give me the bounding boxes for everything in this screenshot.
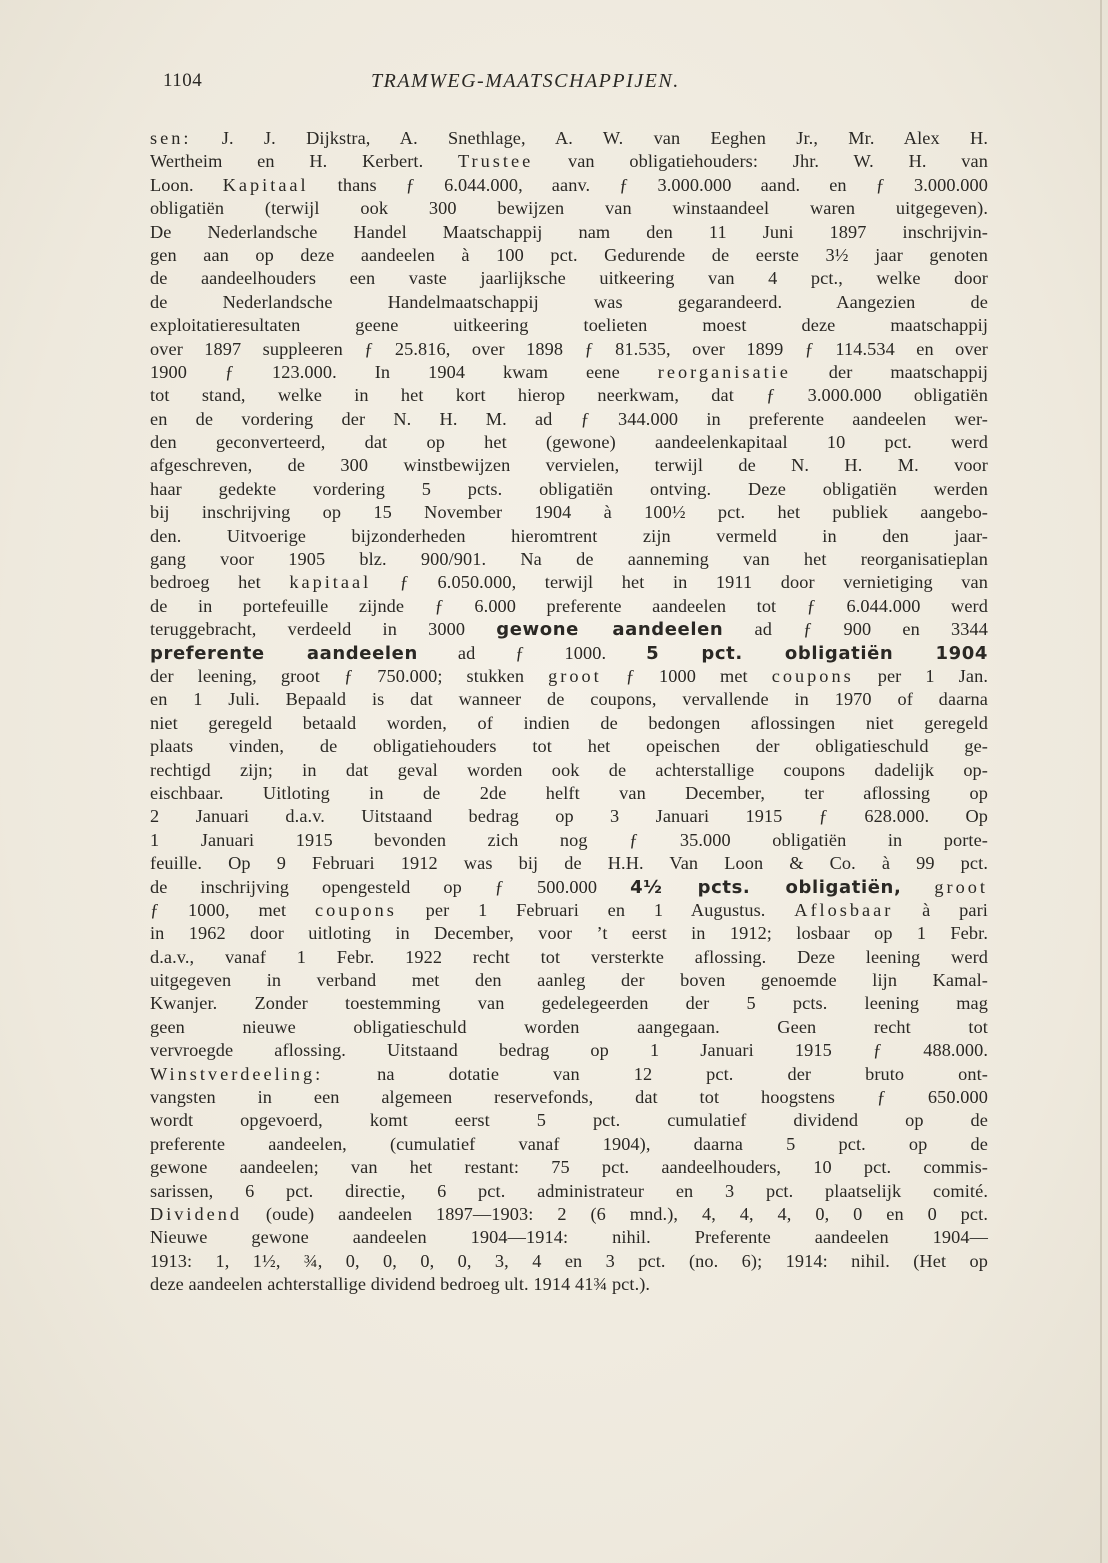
text-run: d.a.v., vanaf 1 Febr. 1922 recht tot versterkte aflossing. Deze leening werd [150, 946, 988, 967]
text-run: bij inschrijving op 15 November 1904 à 100½ pct. het publiek aangebo- [150, 502, 988, 523]
text-run: gang voor 1905 blz. 900/901. Na de aanneming van het reorganisatieplan [150, 549, 988, 570]
text-run: de in portefeuille zijnde ƒ 6.000 preferente aandeelen tot ƒ 6.044.000 werd [150, 595, 988, 616]
spaced-term: Winstverdeeling: [150, 1063, 324, 1084]
bold-heading: 4½ pcts. obligatiën, [630, 876, 902, 898]
text-line [150, 665, 988, 688]
text-run: der leening, groot ƒ 750.000; stukken [150, 665, 549, 686]
text-line [150, 454, 988, 477]
text-line [150, 221, 988, 244]
text-run: uitgegeven in verband met den aanleg der boven genoemde lijn Kamal- [150, 970, 988, 991]
text-run: 1 Januari 1915 bevonden zich nog ƒ 35.000 obligatiën in porte- [150, 829, 988, 850]
text-line [150, 829, 988, 852]
text-line [150, 525, 988, 548]
text-line [150, 1226, 988, 1249]
text-run: tot stand, welke in het kort hierop neerkwam, dat ƒ 3.000.000 obligatiën [150, 385, 988, 406]
spaced-term: Kapitaal [222, 174, 309, 195]
text-run: afgeschreven, de 300 winstbewijzen vervielen, terwijl de N. H. M. voor [150, 455, 988, 476]
text-line [150, 1273, 988, 1296]
running-head: TRAMWEG-MAATSCHAPPIJEN. [371, 70, 680, 92]
text-run: ƒ 6.050.000, terwijl het in 1911 door vernietiging van [371, 572, 988, 593]
text-line [150, 618, 988, 641]
text-run: rechtigd zijn; in dat geval worden ook de achterstallige coupons dadelijk op- [150, 759, 988, 780]
spaced-term: Aflosbaar [794, 899, 894, 920]
text-line [150, 314, 988, 337]
text-line [150, 127, 988, 150]
spaced-term: kapitaal [289, 572, 372, 593]
text-line [150, 922, 988, 945]
spaced-term: sen: [150, 128, 192, 148]
text-run: Wertheim en H. Kerbert. [150, 151, 459, 172]
text-run: ƒ 1000, met [150, 899, 315, 920]
text-run: en de vordering der N. H. M. ad ƒ 344.000 in preferente aandeelen wer- [150, 408, 988, 429]
bold-heading: 5 pct. obligatiën 1904 [646, 642, 988, 664]
text-run: exploitatieresultaten geene uitkeering toelieten moest deze maatschappij [150, 315, 988, 336]
bold-heading: gewone aandeelen [496, 619, 724, 641]
text-line [150, 244, 988, 267]
text-line [150, 197, 988, 220]
text-line [150, 384, 988, 407]
text-line [150, 291, 988, 314]
text-run: plaats vinden, de obligatiehouders tot het opeischen der obligatieschuld ge- [150, 736, 988, 757]
text-line [150, 1180, 988, 1203]
text-run: Nieuwe gewone aandeelen 1904—1914: nihil. Preferente aandeelen 1904— [150, 1227, 988, 1248]
text-line [150, 1086, 988, 1109]
text-run: per 1 Jan. [853, 665, 988, 686]
text-line [150, 267, 988, 290]
text-run: de aandeelhouders een vaste jaarlijksche uitkeering van 4 pct., welke door [150, 268, 988, 289]
text-line [150, 735, 988, 758]
bold-heading: preferente aandeelen [150, 642, 418, 664]
text-run: ƒ 1000 met [601, 665, 772, 686]
text-run: bedroeg het [150, 572, 290, 593]
text-line [150, 431, 988, 454]
text-line [150, 805, 988, 828]
text-run: den geconverteerd, dat op het (gewone) aandeelenkapitaal 10 pct. werd [150, 432, 988, 453]
text-line [150, 712, 988, 735]
text-line [150, 595, 988, 618]
text-line [150, 946, 988, 969]
text-run: wordt opgevoerd, komt eerst 5 pct. cumulatief dividend op de [150, 1110, 988, 1131]
body-text [150, 127, 988, 1297]
text-line [150, 1133, 988, 1156]
text-line [150, 338, 988, 361]
text-run: à pari [893, 899, 988, 920]
text-line [150, 361, 988, 384]
text-run: ad ƒ 900 en 3344 [723, 619, 988, 640]
page-number: 1104 [163, 70, 203, 91]
text-run: de inschrijving opengesteld op ƒ 500.000 [150, 876, 631, 897]
text-run: geen nieuwe obligatieschuld worden aangegaan. Geen recht tot [150, 1016, 988, 1037]
text-line [150, 876, 988, 899]
text-line [150, 501, 988, 524]
text-run: (oude) aandeelen 1897—1903: 2 (6 mnd.), 4, 4, 4, 0, 0 en 0 pct. [242, 1203, 988, 1224]
spaced-term: coupons [314, 899, 397, 920]
text-line [150, 688, 988, 711]
text-run: den. Uitvoerige bijzonderheden hieromtrent zijn vermeld in den jaar- [150, 525, 988, 546]
text-line [150, 1063, 988, 1086]
text-line [150, 408, 988, 431]
text-line [150, 478, 988, 501]
text-run: teruggebracht, verdeeld in 3000 [150, 619, 497, 640]
spaced-term: coupons [771, 665, 854, 686]
text-run [901, 877, 934, 897]
text-run: en 1 Juli. Bepaald is dat wanneer de coupons, vervallende in 1970 of daarna [150, 689, 988, 710]
text-line [150, 1016, 988, 1039]
text-line [150, 150, 988, 173]
text-line [150, 642, 988, 665]
text-run: sarissen, 6 pct. directie, 6 pct. administrateur en 3 pct. plaatselijk comité. [150, 1180, 988, 1201]
text-run: der maatschappij [790, 361, 988, 382]
page-header [163, 70, 983, 102]
text-run: preferente aandeelen, (cumulatief vanaf 1904), daarna 5 pct. op de [150, 1133, 988, 1154]
spaced-term: Trustee [458, 151, 534, 172]
text-run: vangsten in een algemeen reservefonds, dat tot hoogstens ƒ 650.000 [150, 1087, 988, 1108]
spaced-term: groot [548, 665, 602, 686]
text-run: J. J. Dijkstra, A. Snethlage, A. W. van Eeghen Jr., Mr. Alex H. [191, 128, 988, 148]
text-run: 1913: 1, 1½, ¾, 0, 0, 0, 0, 3, 4 en 3 pct. (no. 6); 1914: nihil. (Het op [150, 1250, 988, 1271]
text-run: van obligatiehouders: Jhr. W. H. van [533, 151, 988, 172]
text-run: gewone aandeelen; van het restant: 75 pct. aandeelhouders, 10 pct. commis- [150, 1157, 988, 1178]
text-line [150, 759, 988, 782]
text-line [150, 1203, 988, 1226]
text-run: haar gedekte vordering 5 pcts. obligatiën ontving. Deze obligatiën werden [150, 478, 988, 499]
page-edge [1100, 0, 1102, 1563]
spaced-term: reorganisatie [657, 361, 791, 382]
text-line [150, 899, 988, 922]
text-run: in 1962 door uitloting in December, voor ’t eerst in 1912; losbaar op 1 Febr. [150, 923, 988, 944]
text-run: niet geregeld betaald worden, of indien de bedongen aflossingen niet geregeld [150, 712, 988, 733]
text-run: Kwanjer. Zonder toestemming van gedelegeerden der 5 pcts. leening mag [150, 993, 988, 1014]
text-line [150, 782, 988, 805]
text-run: eischbaar. Uitloting in de 2de helft van December, ter aflossing op [150, 782, 988, 803]
text-run: gen aan op deze aandeelen à 100 pct. Gedurende de eerste 3½ jaar genoten [150, 244, 988, 265]
text-line [150, 992, 988, 1015]
text-run: obligatiën (terwijl ook 300 bewijzen van winstaandeel waren uitgegeven). [150, 198, 988, 219]
spaced-term: Dividend [150, 1203, 243, 1224]
text-line [150, 969, 988, 992]
text-run: feuille. Op 9 Februari 1912 was bij de H.H. Van Loon & Co. à 99 pct. [150, 853, 988, 874]
text-line [150, 852, 988, 875]
spaced-term: groot [934, 876, 988, 897]
text-run: per 1 Februari en 1 Augustus. [396, 899, 795, 920]
text-run: Loon. [150, 174, 223, 195]
text-line [150, 1156, 988, 1179]
text-run: De Nederlandsche Handel Maatschappij nam den 11 Juni 1897 inschrijvin- [150, 221, 988, 242]
text-run: 1900 ƒ 123.000. In 1904 kwam eene [150, 361, 658, 382]
text-run: 2 Januari d.a.v. Uitstaand bedrag op 3 Januari 1915 ƒ 628.000. Op [150, 806, 988, 827]
text-run: na dotatie van 12 pct. der bruto ont- [323, 1063, 988, 1084]
text-run: de Nederlandsche Handelmaatschappij was gegarandeerd. Aangezien de [150, 291, 988, 312]
text-line [150, 1250, 988, 1273]
text-line [150, 571, 988, 594]
text-line [150, 1039, 988, 1062]
text-run: vervroegde aflossing. Uitstaand bedrag op 1 Januari 1915 ƒ 488.000. [150, 1040, 988, 1061]
text-line [150, 174, 988, 197]
text-run: deze aandeelen achterstallige dividend bedroeg ult. 1914 41¾ pct.). [150, 1274, 651, 1295]
text-run: over 1897 suppleeren ƒ 25.816, over 1898 ƒ 81.535, over 1899 ƒ 114.534 en over [150, 338, 988, 359]
text-run: ad ƒ 1000. [417, 642, 647, 663]
text-run: thans ƒ 6.044.000, aanv. ƒ 3.000.000 aand. en ƒ 3.000.000 [308, 174, 988, 195]
text-line [150, 548, 988, 571]
text-line [150, 1109, 988, 1132]
